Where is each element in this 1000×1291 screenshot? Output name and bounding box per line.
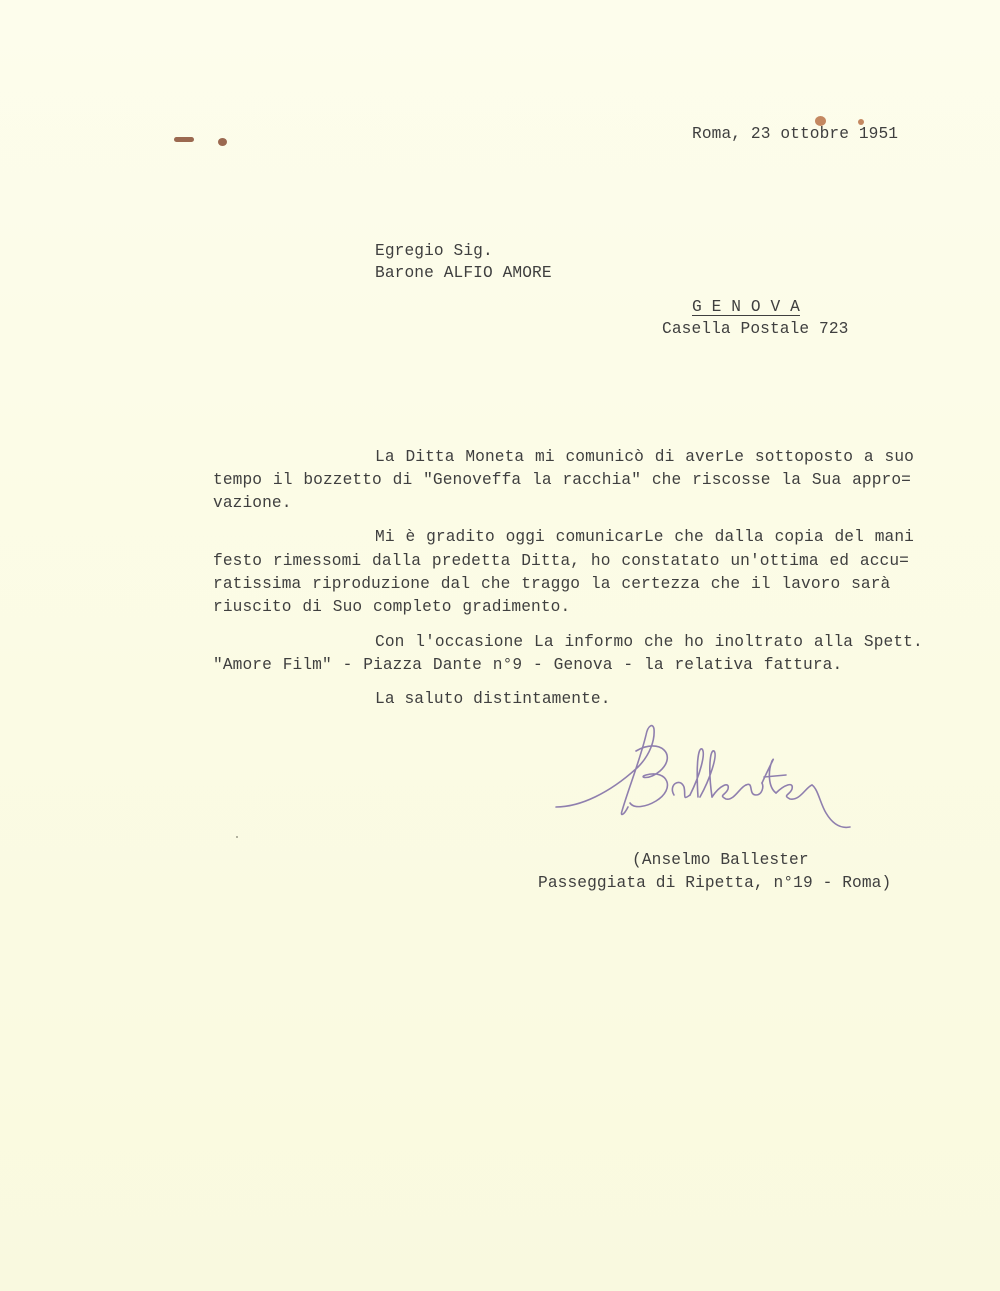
paragraph-2-line-1: Mi è gradito oggi comunicarLe che dalla copia del mani xyxy=(375,528,914,546)
signature xyxy=(550,715,860,840)
paragraph-3-line-2: "Amore Film" - Piazza Dante n°9 - Genova - la relativa fattura. xyxy=(213,656,843,674)
letter-date: Roma, 23 ottobre 1951 xyxy=(692,125,899,143)
rust-mark-left xyxy=(174,137,194,142)
recipient-city: G E N O V A xyxy=(692,298,800,316)
recipient-salutation: Egregio Sig. xyxy=(375,242,493,260)
signer-address: Passeggiata di Ripetta, n°19 - Roma) xyxy=(538,874,892,892)
paragraph-2-line-4: riuscito di Suo completo gradimento. xyxy=(213,598,571,616)
closing-line: La saluto distintamente. xyxy=(375,690,611,708)
paragraph-1-line-2: tempo il bozzetto di "Genoveffa la racchia" che riscosse la Sua appro= xyxy=(213,471,911,489)
paragraph-2-line-2: festo rimessomi dalla predetta Ditta, ho constatato un'ottima ed accu= xyxy=(213,552,909,570)
recipient-po-box: Casella Postale 723 xyxy=(662,320,849,338)
rust-mark-left-dot xyxy=(218,138,227,146)
recipient-name: Barone ALFIO AMORE xyxy=(375,264,552,282)
paragraph-3-line-1: Con l'occasione La informo che ho inoltrato alla Spett. xyxy=(375,633,923,651)
paragraph-1-line-3: vazione. xyxy=(213,494,292,512)
signer-name: (Anselmo Ballester xyxy=(632,851,809,869)
paper-speck xyxy=(236,836,238,838)
paragraph-2-line-3: ratissima riproduzione dal che traggo la certezza che il lavoro sarà xyxy=(213,575,891,593)
paragraph-1-line-1: La Ditta Moneta mi comunicò di averLe sottoposto a suo xyxy=(375,448,914,466)
